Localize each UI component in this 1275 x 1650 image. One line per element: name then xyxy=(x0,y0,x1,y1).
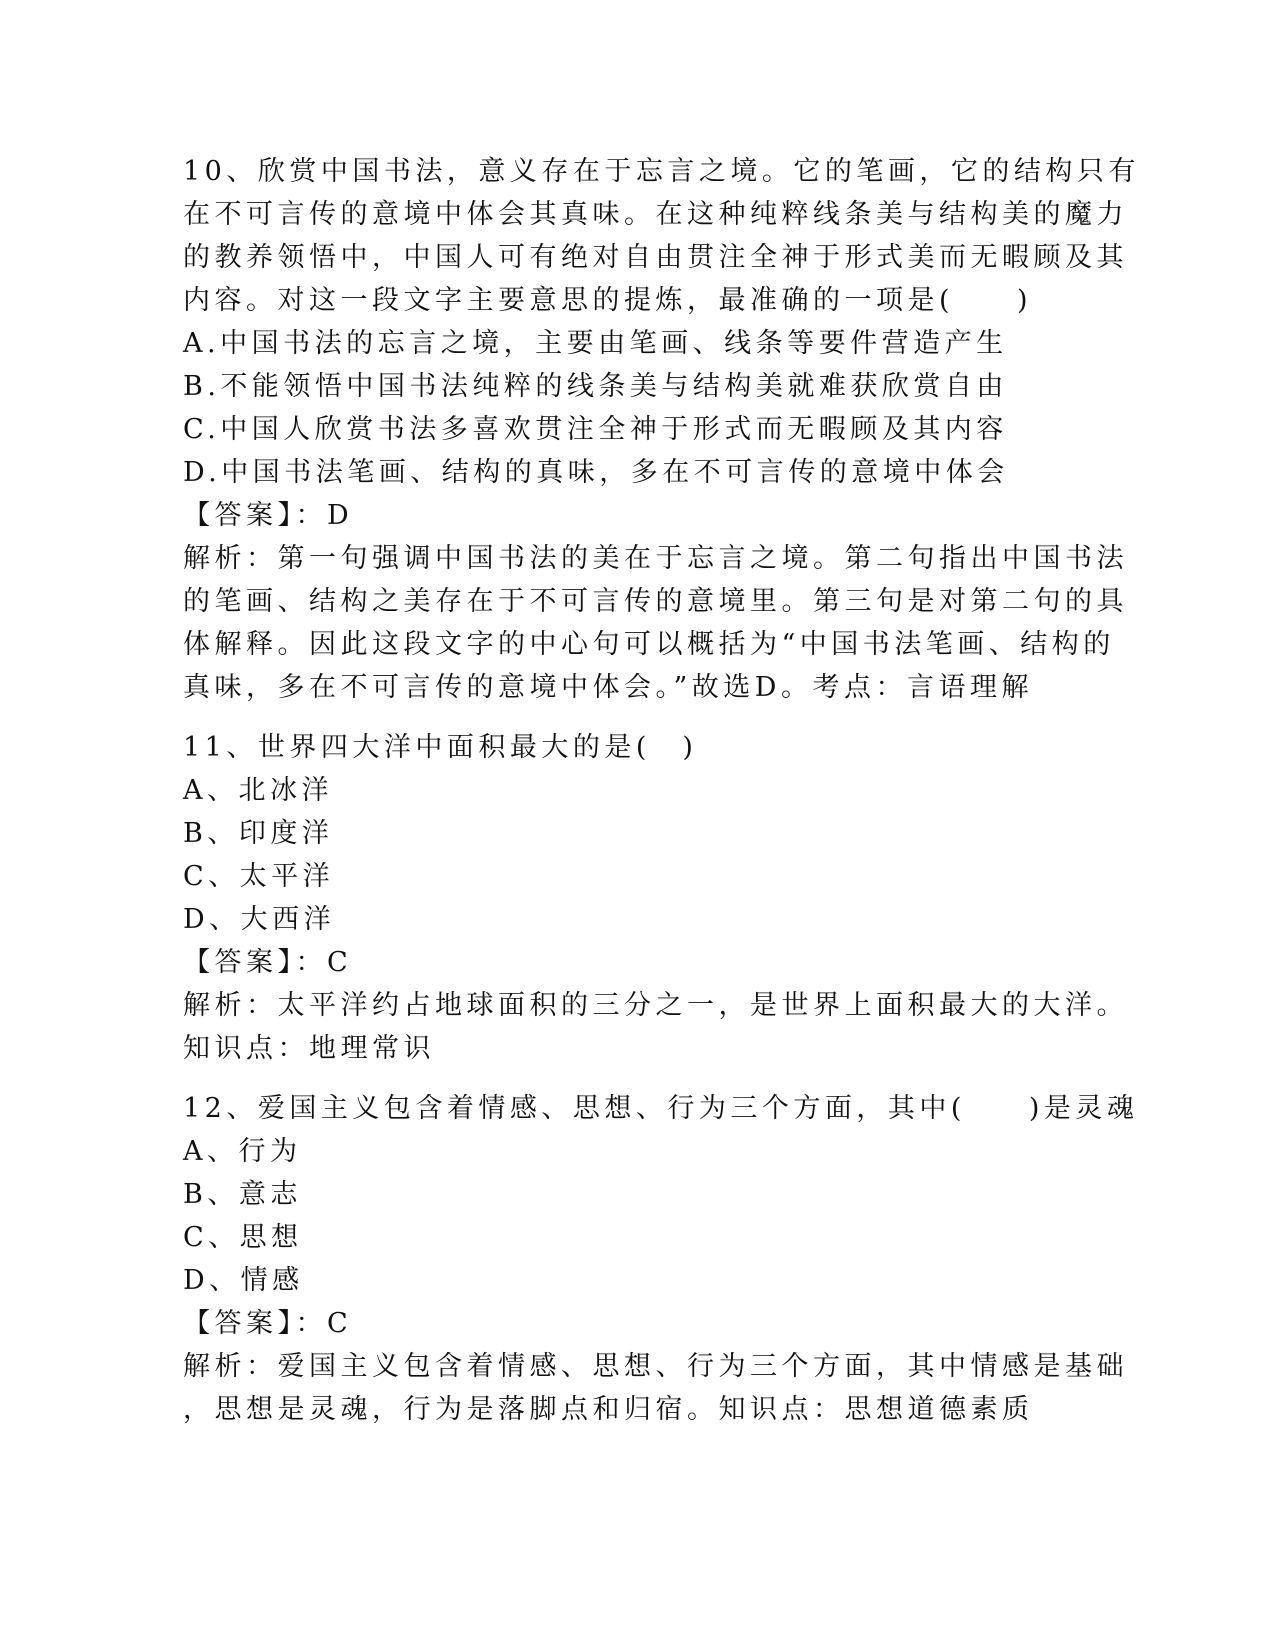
option-d: D、情感 xyxy=(183,1265,304,1296)
question-stem-line: 在不可言传的意境中体会其真味。在这种纯粹线条美与结构美的魔力 xyxy=(183,199,1128,230)
question-stem-line: 10、欣赏中国书法，意义存在于忘言之境。它的笔画，它的结构只有 xyxy=(183,156,1140,187)
document-page xyxy=(183,150,1140,1431)
answer-line: 【答案】：C xyxy=(183,1308,353,1339)
analysis-line: 解析：太平洋约占地球面积的三分之一，是世界上面积最大的大洋。 xyxy=(183,990,1128,1021)
option-a: A、行为 xyxy=(183,1136,302,1167)
question-stem-line: 的教养领悟中，中国人可有绝对自由贯注全神于形式美而无暇顾及其 xyxy=(183,242,1128,273)
question-stem-line: 内容。对这一段文字主要意思的提炼，最准确的一项是( ) xyxy=(183,285,1033,316)
option-a: A.中国书法的忘言之境，主要由笔画、线条等要件营造产生 xyxy=(183,328,1008,359)
analysis-line: 真味，多在不可言传的意境中体会。”故选D。考点：言语理解 xyxy=(183,672,1033,703)
analysis-line: 体解释。因此这段文字的中心句可以概括为“中国书法笔画、结构的 xyxy=(183,629,1115,660)
option-d: D、大西洋 xyxy=(183,904,336,935)
question-stem-line: 11、世界四大洋中面积最大的是( ) xyxy=(183,732,698,763)
analysis-line: 解析：爱国主义包含着情感、思想、行为三个方面，其中情感是基础 xyxy=(183,1351,1128,1382)
question-spacer xyxy=(183,1070,1063,1087)
option-b: B、印度洋 xyxy=(183,818,334,849)
question-spacer xyxy=(183,709,1063,726)
answer-line: 【答案】：C xyxy=(183,947,353,978)
question-10 xyxy=(183,150,1140,709)
analysis-line: 解析：第一句强调中国书法的美在于忘言之境。第二句指出中国书法 xyxy=(183,543,1128,574)
option-a: A、北冰洋 xyxy=(183,775,333,806)
analysis-line: 知识点：地理常识 xyxy=(183,1033,435,1064)
option-b: B、意志 xyxy=(183,1179,302,1210)
analysis-line: 的笔画、结构之美存在于不可言传的意境里。第三句是对第二句的具 xyxy=(183,586,1128,617)
question-12 xyxy=(183,1087,1139,1431)
question-stem-line: 12、爱国主义包含着情感、思想、行为三个方面，其中( )是灵魂 xyxy=(183,1093,1139,1124)
question-11 xyxy=(183,726,1128,1070)
option-c: C、思想 xyxy=(183,1222,303,1253)
option-c: C、太平洋 xyxy=(183,861,335,892)
analysis-line: ，思想是灵魂，行为是落脚点和归宿。知识点：思想道德素质 xyxy=(183,1394,1034,1425)
option-d: D.中国书法笔画、结构的真味，多在不可言传的意境中体会 xyxy=(183,457,1009,488)
option-c: C.中国人欣赏书法多喜欢贯注全神于形式而无暇顾及其内容 xyxy=(183,414,1008,445)
option-b: B.不能领悟中国书法纯粹的线条美与结构美就难获欣赏自由 xyxy=(183,371,1008,402)
answer-line: 【答案】：D xyxy=(183,500,354,531)
